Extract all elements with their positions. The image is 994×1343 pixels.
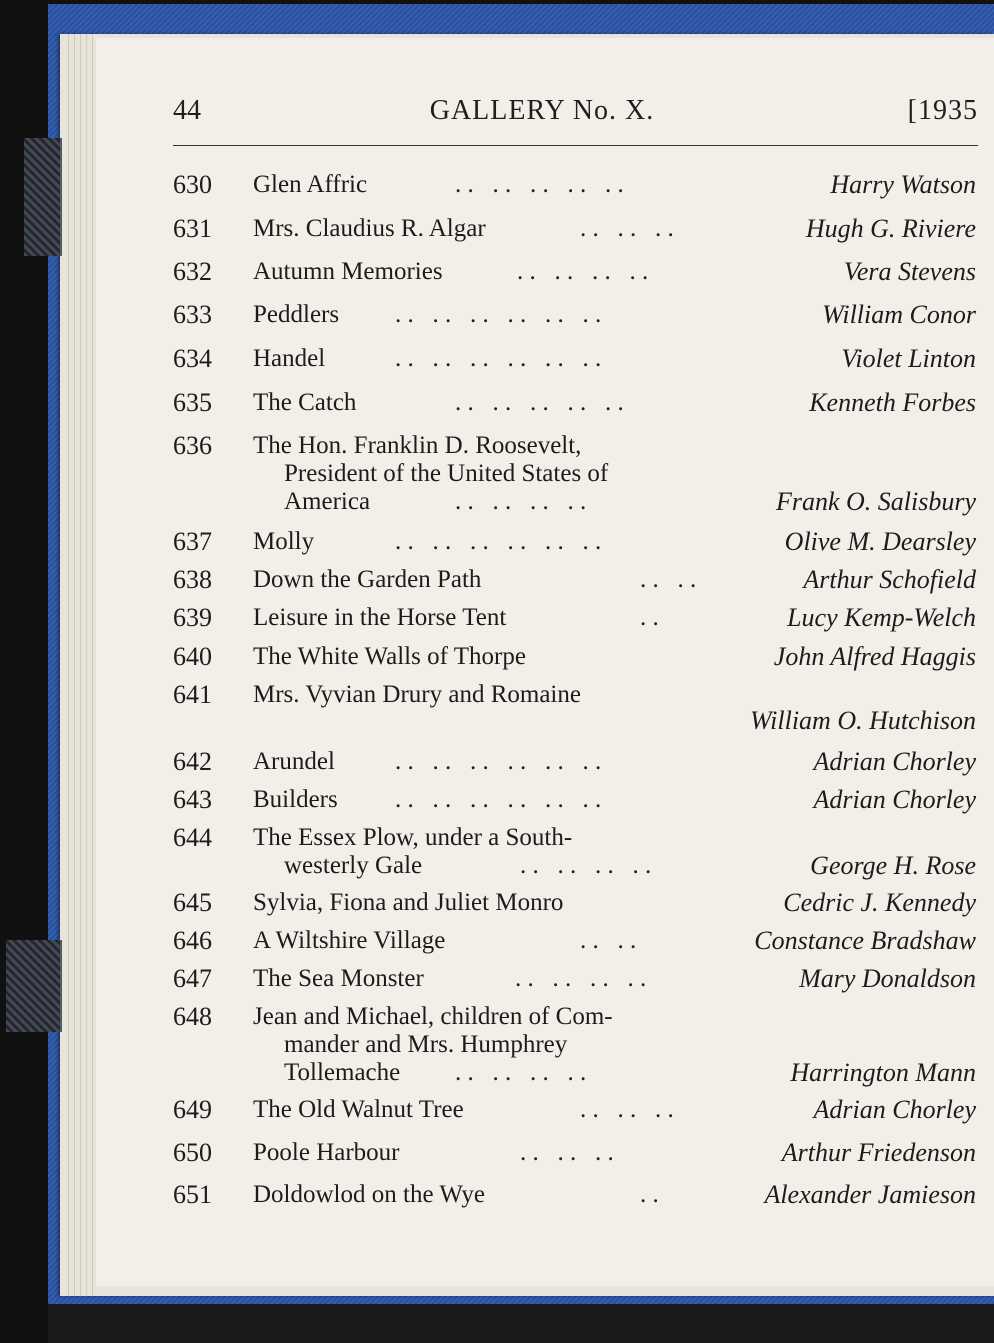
entry-number: 651: [173, 1180, 212, 1209]
entry-artist: Adrian Chorley: [813, 747, 976, 776]
entry-artist: Olive M. Dearsley: [784, 527, 976, 556]
entry-number: 631: [173, 214, 212, 243]
entry-number: 632: [173, 257, 212, 286]
dot-leader: . . . . . . . .: [520, 852, 652, 879]
entry-artist: Arthur Schofield: [803, 565, 976, 594]
dot-leader: . . . . . .: [580, 1096, 674, 1123]
dot-leader: . . . . . . . . . . . .: [395, 528, 602, 555]
dot-leader: . . . .: [580, 927, 637, 954]
year-label: [1935: [907, 95, 978, 126]
dot-leader: . . . . . . . .: [455, 1059, 587, 1086]
entry-number: 648: [173, 1002, 212, 1031]
dot-leader: . . . . . . . . . . . .: [395, 786, 602, 813]
entry-title-line: The Catch: [253, 389, 357, 416]
entry-artist: Alexander Jamieson: [764, 1180, 976, 1209]
entry-title-line: President of the United States of: [284, 460, 609, 487]
entry-number: 642: [173, 747, 212, 776]
dot-leader: . . . . . .: [520, 1139, 614, 1166]
entry-title-line: Sylvia, Fiona and Juliet Monro: [253, 889, 564, 916]
dot-leader: . . . . . . . . . . . .: [395, 301, 602, 328]
entry-title-line: The White Walls of Thorpe: [253, 643, 526, 670]
entry-artist: Violet Linton: [841, 344, 976, 373]
entry-artist: William O. Hutchison: [749, 706, 976, 735]
dot-leader: . . . . . . . .: [455, 488, 587, 515]
entry-title-line: Arundel: [253, 748, 335, 775]
entry-number: 649: [173, 1095, 212, 1124]
entry-artist: Frank O. Salisbury: [775, 487, 976, 516]
entry-title-line: westerly Gale: [284, 852, 423, 879]
entry-title-line: Doldowlod on the Wye: [253, 1181, 486, 1208]
entry-artist: Constance Bradshaw: [754, 926, 976, 955]
entry-artist: Adrian Chorley: [813, 1095, 976, 1124]
dot-leader: . . . . . . . .: [517, 258, 649, 285]
entry-number: 634: [173, 344, 212, 373]
entry-title-line: A Wiltshire Village: [253, 927, 446, 954]
entry-number: 633: [173, 300, 212, 329]
entry-title-line: Leisure in the Horse Tent: [253, 604, 507, 631]
entry-number: 645: [173, 888, 212, 917]
entry-number: 630: [173, 170, 212, 199]
entry-artist: Cedric J. Kennedy: [783, 888, 976, 917]
entry-artist: Harrington Mann: [790, 1058, 976, 1087]
entry-number: 639: [173, 603, 212, 632]
dot-leader: . .: [640, 604, 659, 631]
entry-artist: Harry Watson: [830, 170, 976, 199]
dot-leader: . . . . . . . .: [515, 965, 647, 992]
entry-artist: George H. Rose: [810, 851, 976, 880]
entry-artist: Adrian Chorley: [813, 785, 976, 814]
entry-number: 635: [173, 388, 212, 417]
entry-number: 638: [173, 565, 212, 594]
dot-leader: . .: [640, 1181, 659, 1208]
entry-number: 646: [173, 926, 212, 955]
entry-title-line: Jean and Michael, children of Com-: [253, 1003, 613, 1030]
dot-leader: . . . . . . . . . .: [455, 389, 624, 416]
entry-artist: Vera Stevens: [843, 257, 976, 286]
entry-number: 650: [173, 1138, 212, 1167]
dot-leader: . . . . . . . . . .: [455, 171, 624, 198]
entry-title-line: Down the Garden Path: [253, 566, 482, 593]
entry-artist: William Conor: [822, 300, 976, 329]
entry-number: 636: [173, 431, 212, 460]
entry-title-line: Mrs. Claudius R. Algar: [253, 215, 486, 242]
entry-artist: Hugh G. Riviere: [805, 214, 976, 243]
entry-title-line: Builders: [253, 786, 338, 813]
entry-artist: Kenneth Forbes: [809, 388, 976, 417]
entry-number: 637: [173, 527, 212, 556]
gallery-title: GALLERY No. X.: [429, 95, 655, 126]
entry-artist: John Alfred Haggis: [773, 642, 976, 671]
entry-artist: Arthur Friedenson: [781, 1138, 976, 1167]
entry-artist: Mary Donaldson: [799, 964, 976, 993]
entry-title-line: Poole Harbour: [253, 1139, 400, 1166]
entry-number: 643: [173, 785, 212, 814]
entry-artist: Lucy Kemp-Welch: [787, 603, 976, 632]
entry-title-line: The Sea Monster: [253, 965, 424, 992]
entry-title-line: Handel: [253, 345, 326, 372]
dot-leader: . . . . . . . . . . . .: [395, 345, 602, 372]
entry-number: 640: [173, 642, 212, 671]
entry-title-line: mander and Mrs. Humphrey: [284, 1031, 568, 1058]
dot-leader: . . . . . . . . . . . .: [395, 748, 602, 775]
entry-title-line: America: [284, 488, 371, 515]
page-number: 44: [173, 95, 201, 126]
entry-title-line: Autumn Memories: [253, 258, 443, 285]
dot-leader: . . . .: [640, 566, 697, 593]
entry-number: 641: [173, 680, 212, 709]
entry-title-line: Molly: [253, 528, 315, 555]
entry-title-line: Glen Affric: [253, 171, 368, 198]
entry-title-line: Tollemache: [284, 1059, 401, 1086]
entry-title-line: Peddlers: [253, 301, 340, 328]
dot-leader: . . . . . .: [580, 215, 674, 242]
entry-number: 647: [173, 964, 212, 993]
entry-title-line: The Old Walnut Tree: [253, 1096, 464, 1123]
entry-title-line: The Hon. Franklin D. Roosevelt,: [253, 432, 582, 459]
entry-title-line: The Essex Plow, under a South-: [253, 824, 573, 851]
entry-number: 644: [173, 823, 212, 852]
entry-title-line: Mrs. Vyvian Drury and Romaine: [253, 681, 581, 708]
